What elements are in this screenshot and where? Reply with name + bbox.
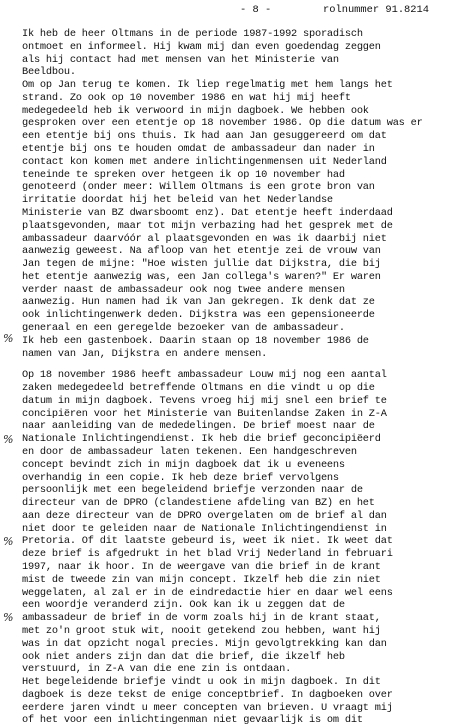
text-line: irritatie doordat hij het beleid van het Nederlandse [22,194,333,207]
page-header [0,3,450,17]
text-line: aanwezig. Hun namen had ik van Jan gekregen. Ik denk dat ze [22,296,375,309]
text-line: mist de tweede zin van mijn concept. Ikzelf heb die zin niet [22,573,381,586]
margin-mark: % [3,535,14,548]
text-line: Beeldbou. [22,66,76,79]
text-line: zaken medegedeeld betreffende Oltmans en die vindt u op die [22,382,375,395]
text-line: concipiëren voor het Ministerie van Buitenlandse Zaken in Z-A [22,407,387,420]
text-line: Om op Jan terug te komen. Ik liep regelmatig met hem langs het [22,79,393,92]
text-line: datum in mijn dagboek. Tevens vroeg hij mij snel een brief te [22,394,387,407]
text-line: als hij contact had met mensen van het Ministerie van [22,53,339,66]
margin-mark: % [3,611,14,624]
text-line: 1997, naar ik hoor. In de weergave van die brief in de krant [22,561,381,574]
text-line: teneinde te spreken over hetgeen ik op 10 november had [22,168,345,181]
text-line: ontmoet en informeel. Hij kwam mij dan even goedendag zeggen [22,40,381,53]
text-line: medegedeeld heb ik verwoord in mijn dagboek. We hebben ook [22,104,369,117]
text-line: het etentje aanwezig was, een Jan collega's waren?" Er waren [22,270,381,283]
text-line: ambassadeur daarvóór al plaatsgevonden en was ik daarbij niet [22,232,387,245]
text-line: Pretoria. Of dit laatste gebeurd is, weet ik niet. Ik weet dat [22,535,393,548]
text-line: Nationale Inlichtingendienst. Ik heb die brief geconcipiëerd [22,433,381,446]
text-line: Op 18 november 1986 heeft ambassadeur Louw mij nog een aantal [22,369,387,382]
text-line: etentje bij ons te houden omdat de ambassadeur dan nader in [22,143,375,156]
text-line: eerdere jaren vindt u meer concepten van brieven. U vraagt mij [22,701,393,714]
body-text [22,28,448,727]
text-line: aan deze directeur van de DPRO overgelaten om de brief al dan [22,509,387,522]
text-line: genoteerd (onder meer: Willem Oltmans is een grote bron van [22,181,375,194]
text-line: verder naast de ambassadeur ook nog twee andere mensen [22,283,345,296]
text-line: contact kon komen met andere inlichtingenmensen uit Nederland [22,155,387,168]
text-line: niet door te geleiden naar de Nationale Inlichtingendienst in [22,522,387,535]
text-line: deze brief is afgedrukt in het blad Vrij Nederland in februari [22,548,393,561]
text-line: Ministerie van BZ dwarsboomt enz). Dat etentje heeft inderdaad [22,206,393,219]
text-line: generaal en een geregelde bezoeker van de ambassadeur. [22,321,345,334]
paragraph [22,28,448,79]
text-line: Het begeleidende briefje vindt u ook in mijn dagboek. In dit [22,676,381,689]
text-line: aanwezig geweest. Na afloop van het etentje zei de vrouw van [22,245,381,258]
text-line: was in dat opzicht nogal precies. Mijn gevolgtrekking kan dan [22,637,387,650]
text-line: met zo'n groot stuk wit, nooit getekend zou hebben, want hij [22,624,381,637]
text-line: strand. Zo ook op 10 november 1986 en wat hij mij heeft [22,91,351,104]
paragraph [22,369,448,727]
text-line: of het voor een inlichtingenman niet gevaarlijk is om dit [22,714,363,727]
margin-mark: % [3,433,14,446]
text-line: naar aanleiding van de mededelingen. De brief moest naar de [22,420,375,433]
text-line: Ik heb de heer Oltmans in de periode 1987-1992 sporadisch [22,28,363,40]
roll-number: rolnummer 91.8214 [323,4,430,16]
text-line: gesproken over een etentje op 18 november 1986. Op die datum was er [22,117,423,130]
text-line: dagboek is deze tekst de enige conceptbrief. In dagboeken over [22,688,393,701]
text-line: en door de ambassadeur laten tekenen. Een handgeschreven [22,446,357,458]
text-line: een woordje veranderd zijn. Ook kan ik u zeggen dat de [22,599,345,612]
text-line: ook niet anders zijn dan dat die brief, die ikzelf heb [22,650,345,663]
margin-mark: % [3,332,14,345]
paragraph [22,79,448,360]
text-line: Ik heb een gastenboek. Daarin staan op 18 november 1986 de [22,334,369,347]
text-line: ambassadeur de brief in de vorm zoals hij in de krant staat, [22,612,381,625]
text-line: een etentje bij ons thuis. Ik had aan Jan gesuggereerd om dat [22,130,387,143]
text-line: Jan tegen de mijne: "Hoe wisten jullie dat Dijkstra, die bij [22,258,381,271]
text-line: namen van Jan, Dijkstra en andere mensen. [22,347,268,360]
text-line: ook inlichtingenwerk deden. Dijkstra was een gepensioneerde [22,309,375,322]
text-line: verstuurd, in Z-A van die ene zin is ontdaan. [22,663,292,676]
text-line: persoonlijk met een begeleidend briefje verzonden naar de [22,484,363,497]
text-line: overhandig in een copie. Ik heb deze brief vervolgens [22,471,339,484]
text-line: weggelaten, al zal er in de eindredactie hier en daar wel eens [22,586,393,599]
text-line: directeur van de DPRO (clandestiene afdeling van BZ) en het [22,497,375,510]
text-line: concept bevindt zich in mijn dagboek dat ik u eveneens [22,458,345,471]
text-line: plaatsgevonden, maar tot mijn verbazing had het gesprek met de [22,219,393,232]
page-number: - 8 - [240,4,272,16]
paragraph-gap [22,360,448,369]
